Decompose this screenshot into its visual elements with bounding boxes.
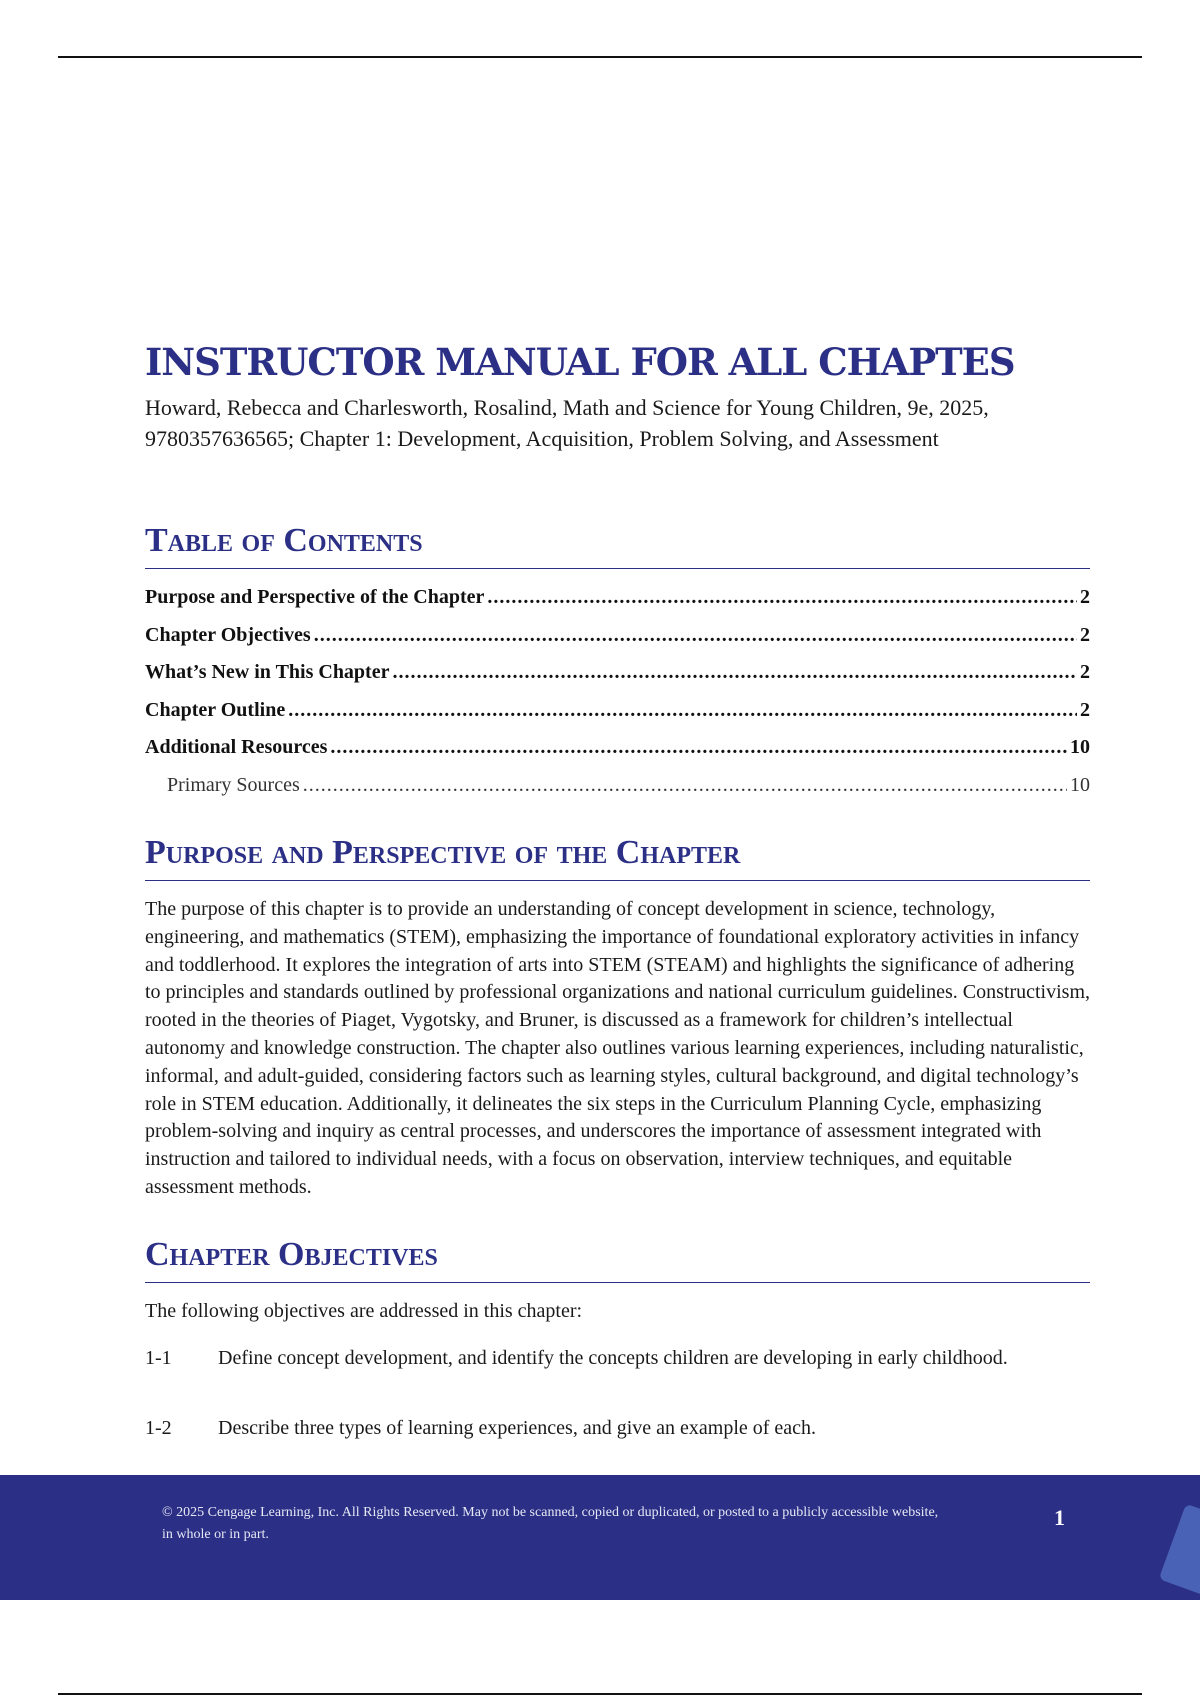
toc-entry-page: 10 xyxy=(1070,736,1090,758)
toc-leader-dots xyxy=(330,736,1067,759)
objective-item xyxy=(145,1344,1090,1372)
footer-decoration xyxy=(1159,1504,1200,1600)
page-footer xyxy=(0,1475,1200,1600)
objective-text: Define concept development, and identify the concepts children are developing in early childhood. xyxy=(218,1347,1008,1369)
purpose-heading: Purpose and Perspective of the Chapter xyxy=(145,834,1090,881)
top-rule xyxy=(58,56,1142,58)
toc-heading: Table of Contents xyxy=(145,522,1090,569)
toc-entry-page: 2 xyxy=(1080,586,1090,608)
objective-number: 1-1 xyxy=(145,1347,172,1369)
toc-entry-page: 2 xyxy=(1080,698,1090,721)
document-title: INSTRUCTOR MANUAL FOR ALL CHAPTES xyxy=(145,340,1015,384)
toc-entry-page: 2 xyxy=(1080,623,1090,646)
toc-entry-purpose[interactable] xyxy=(145,586,1090,624)
objective-number: 1-2 xyxy=(145,1417,172,1439)
toc-entry-label: Chapter Outline xyxy=(145,698,286,721)
toc-leader-dots xyxy=(487,586,1077,609)
toc-entry-label: Chapter Objectives xyxy=(145,623,311,646)
bottom-rule xyxy=(58,1693,1142,1695)
toc-entry-page: 2 xyxy=(1080,661,1090,683)
objective-item xyxy=(145,1414,1090,1442)
purpose-paragraph: The purpose of this chapter is to provide an understanding of concept development in science, technology, engineering, and mathematics (STEM), emphasizing the importance of foundational exploratory activities in infancy and toddlerhood. It explores the integration of arts into STEM (STEAM) and highlights the significance of adhering to principles and standards outlined by professional organizations and national curriculum guidelines. Constructivism, rooted in the theories of Piaget, Vygotsky, and Bruner, is discussed as a framework for children’s intellectual autonomy and knowledge construction. The chapter also outlines various learning experiences, including naturalistic, informal, and adult-guided, considering factors such as learning styles, cultural background, and digital technology’s role in STEM education. Additionally, it delineates the six steps in the Curriculum Planning Cycle, emphasizing problem-solving and inquiry as central processes, and underscores the importance of assessment integrated with instruction and tailored to individual needs, with a focus on observation, interview techniques, and equitable assessment methods. xyxy=(145,898,1090,1198)
toc-leader-dots xyxy=(314,624,1077,647)
table-of-contents xyxy=(145,586,1090,811)
objectives-intro: The following objectives are addressed in this chapter: xyxy=(145,1300,583,1322)
toc-entry-objectives[interactable] xyxy=(145,624,1090,662)
toc-leader-dots xyxy=(288,699,1077,722)
toc-entry-primary-sources[interactable] xyxy=(145,774,1090,812)
toc-entry-label: Purpose and Perspective of the Chapter xyxy=(145,586,485,608)
copyright-notice: © 2025 Cengage Learning, Inc. All Rights Reserved. May not be scanned, copied or duplicated, or posted to a publicly accessible website, in whole or in part. xyxy=(162,1505,939,1542)
document-subtitle: Howard, Rebecca and Charlesworth, Rosalind, Math and Science for Young Children, 9e, 2025, 9780357636565; Chapter 1: Development, Acquisition, Problem Solving, and Assessment xyxy=(145,395,989,451)
objective-text: Describe three types of learning experiences, and give an example of each. xyxy=(218,1417,817,1439)
toc-entry-label: Additional Resources xyxy=(145,736,328,758)
page-number: 1 xyxy=(1054,1505,1065,1530)
toc-leader-dots xyxy=(303,774,1067,797)
toc-entry-whats-new[interactable] xyxy=(145,661,1090,699)
toc-entry-label: Primary Sources xyxy=(167,773,300,796)
toc-entry-additional-resources[interactable] xyxy=(145,736,1090,774)
toc-entry-page: 10 xyxy=(1070,773,1090,796)
toc-leader-dots xyxy=(392,661,1077,684)
toc-entry-outline[interactable] xyxy=(145,699,1090,737)
toc-entry-label: What’s New in This Chapter xyxy=(145,661,390,683)
objectives-heading: Chapter Objectives xyxy=(145,1236,1090,1283)
